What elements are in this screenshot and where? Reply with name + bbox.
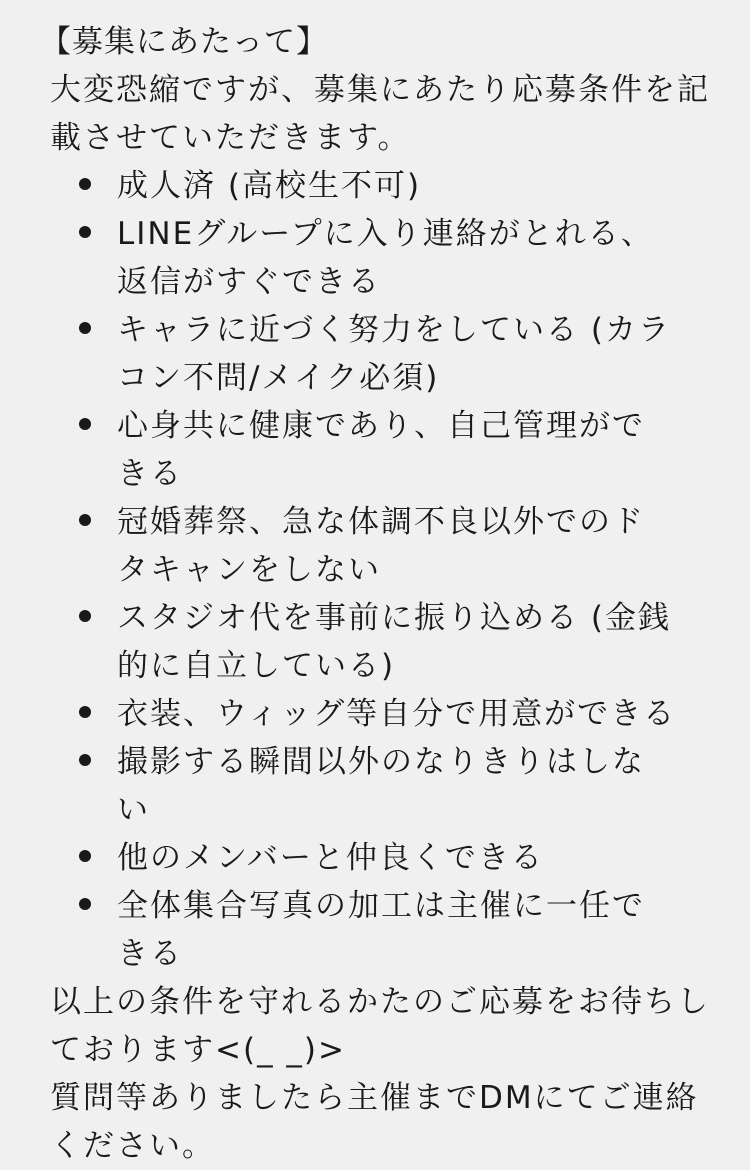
bullet-icon [79,610,91,622]
condition-text: 他のメンバーと仲良くできる [117,840,544,876]
condition-item [42,162,677,210]
condition-text: 撮影する瞬間以外のなりきりはしない [117,744,645,828]
condition-item [42,402,677,498]
intro-paragraph: 大変恐縮ですが、募集にあたり応募条件を記載させていただきます。 [50,72,710,156]
contact-paragraph: 質問等ありましたら主催までDMにてご連絡ください。 [50,1080,699,1164]
bullet-icon [79,178,91,190]
condition-text: LINEグループに入り連絡がとれる、返信がすぐできる [117,216,654,300]
condition-item [42,306,677,402]
section-heading: 【募集にあたって】 [40,24,328,60]
bullet-icon [79,226,91,238]
condition-text: 冠婚葬祭、急な体調不良以外でのドタキャンをしない [117,504,645,588]
condition-item [42,882,677,978]
condition-text: キャラに近づく努力をしている (カラコン不問/メイク必須) [117,312,671,396]
condition-text: 衣装、ウィッグ等自分で用意ができる [117,696,677,732]
condition-item [42,690,677,738]
condition-item [42,594,677,690]
bullet-icon [79,850,91,862]
bullet-icon [79,322,91,334]
condition-text: スタジオ代を事前に振り込める (金銭的に自立している) [117,600,671,684]
condition-item [42,210,677,306]
conditions-list [42,162,728,978]
bullet-icon [79,754,91,766]
condition-text: 心身共に健康であり、自己管理ができる [117,408,645,492]
bullet-icon [79,514,91,526]
bullet-icon [79,418,91,430]
bullet-icon [79,898,91,910]
condition-item [42,738,677,834]
bullet-icon [79,706,91,718]
condition-text: 成人済 (高校生不可) [117,168,422,204]
condition-item [42,834,677,882]
closing-paragraph: 以上の条件を守れるかたのご応募をお待ちしております<(_ _)> [50,984,710,1068]
condition-item [42,498,677,594]
condition-text: 全体集合写真の加工は主催に一任できる [117,888,645,972]
